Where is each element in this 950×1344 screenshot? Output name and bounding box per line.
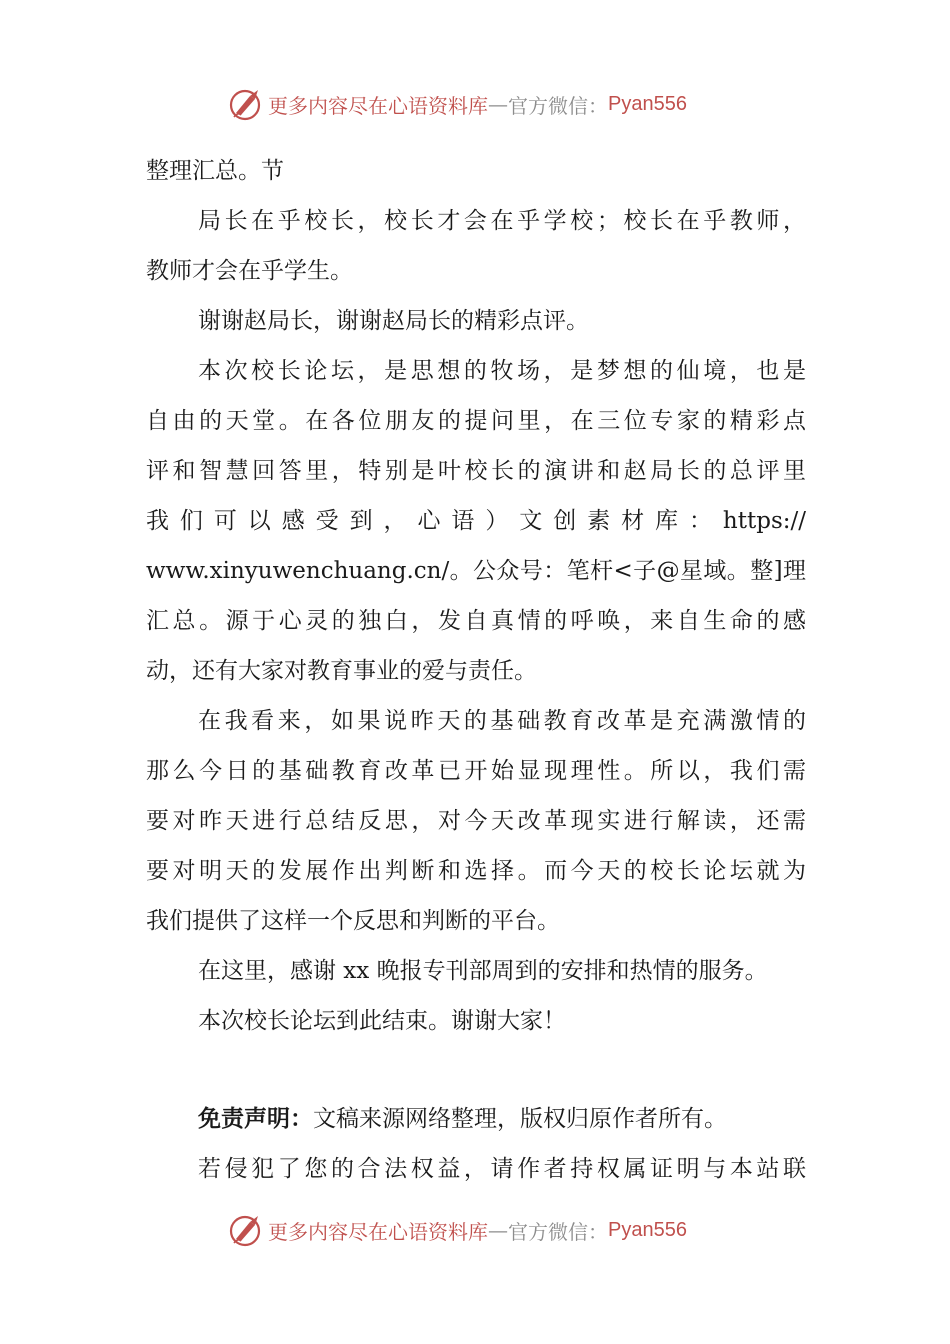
paragraph-line: 本次校长论坛到此结束。谢谢大家！ [198,1008,566,1034]
paragraph-line: 教师才会在乎学生。 [146,258,353,284]
banner-official-label: 官方微信： [508,93,608,118]
paragraph-line: 整理汇总。节 [146,158,284,184]
paragraph-line: 我们提供了这样一个反思和判断的平台。 [146,908,560,934]
banner-official-label: 官方微信： [508,1219,608,1244]
paragraph-line: 本次校长论坛，是思想的牧场，是梦想的仙境，也是 [198,358,806,384]
paragraph-line: 在我看来，如果说昨天的基础教育改革是充满激情的 [198,708,806,734]
paragraph-line: 汇总。源于心灵的独白，发自真情的呼唤，来自生命的感 [146,608,806,634]
header-banner [228,84,748,124]
banner-wechat-id: Pyan556 [608,1218,687,1241]
paragraph-line: 评和智慧回答里，特别是叶校长的演讲和赵局长的总评里 [146,458,806,484]
paragraph-line: www.xinyuwenchuang.cn/。公众号：笔杆<子@星域。整]理 [146,558,806,584]
banner-text: 更多内容尽在心语资料库 [268,1219,488,1244]
spacer [146,1046,806,1094]
paragraph-line: 在这里，感谢 xx 晚报专刊部周到的安排和热情的服务。 [198,958,768,984]
paragraph-line: 要对明天的发展作出判断和选择。而今天的校长论坛就为 [146,858,806,884]
paragraph-line: 我 们 可 以 感 受 到 ， 心 语 ） 文 创 素 材 库 ： https:// [146,508,806,534]
paragraph-line: 要对昨天进行总结反思，对今天改革现实进行解读，还需 [146,808,806,834]
banner-dash: — [488,92,508,116]
paragraph-line: 自由的天堂。在各位朋友的提问里，在三位专家的精彩点 [146,408,806,434]
paragraph-line: 局长在乎校长，校长才会在乎学校；校长在乎教师， [198,208,806,234]
paragraph-line: 动，还有大家对教育事业的爱与责任。 [146,658,537,684]
paragraph-line: 那么今日的基础教育改革已开始显现理性。所以，我们需 [146,758,806,784]
disclaimer-label: 免责声明： [198,1105,313,1132]
disclaimer-text: 文稿来源网络整理，版权归原作者所有。 [313,1106,727,1132]
pen-quill-logo-icon [228,1212,264,1248]
document-body [146,146,806,1194]
pen-quill-logo-icon [228,86,264,122]
banner-wechat-id: Pyan556 [608,92,687,115]
banner-text: 更多内容尽在心语资料库 [268,93,488,118]
disclaimer-line [146,1094,806,1144]
banner-dash: — [488,1218,508,1242]
footer-banner [228,1210,748,1250]
paragraph-line: 谢谢赵局长，谢谢赵局长的精彩点评。 [198,308,589,334]
disclaimer-line: 若侵犯了您的合法权益，请作者持权属证明与本站联 [198,1156,806,1182]
